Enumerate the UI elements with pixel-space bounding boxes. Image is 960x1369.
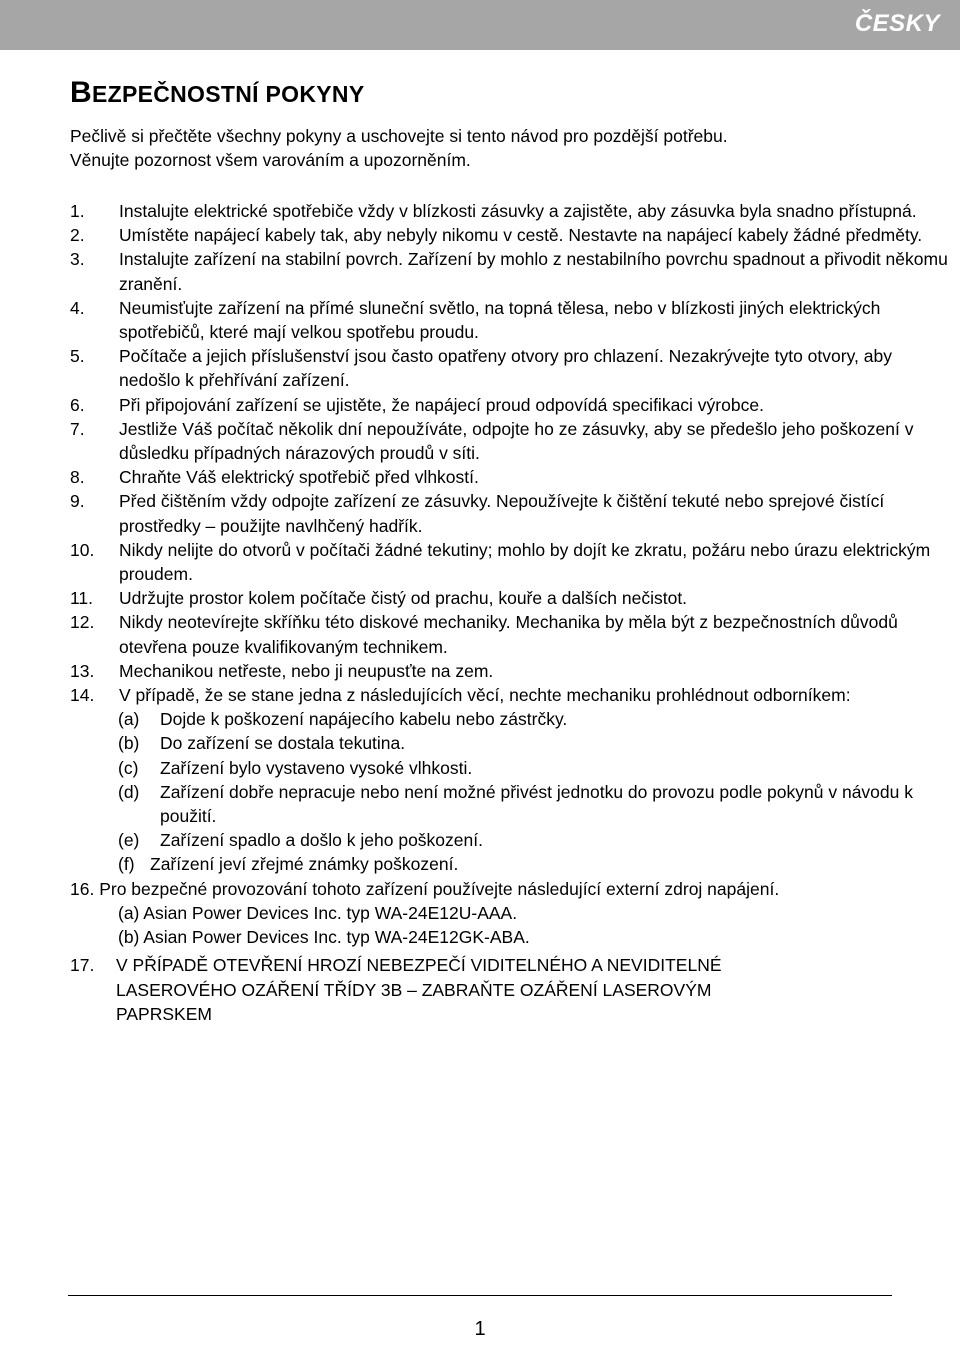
item-number: 17. <box>70 955 95 976</box>
sub-item <box>70 707 950 731</box>
sub-item-text: Zařízení bylo vystaveno vysoké vlhkosti. <box>160 757 473 778</box>
sub-item-text: Do zařízení se dostala tekutina. <box>160 733 406 754</box>
item-number: 6. <box>70 394 85 415</box>
list-item <box>70 247 950 295</box>
footer-divider <box>68 1295 892 1296</box>
item-number: 11. <box>70 588 94 609</box>
list-item <box>70 538 950 586</box>
page-title-initial: B <box>70 76 92 109</box>
power-adapter-b: (b) Asian Power Devices Inc. typ WA-24E12GK-ABA. <box>118 927 530 948</box>
list-item <box>70 465 950 489</box>
item-text: Neumisťujte zařízení na přímé sluneční světlo, na topná tělesa, nebo v blízkosti jiných elektrických spotřebičů, které mají velkou spotřebu proudu. <box>119 297 881 343</box>
item-number: 2. <box>70 225 85 246</box>
sub-item <box>70 828 950 852</box>
list-item <box>70 344 950 392</box>
sub-item <box>70 731 950 755</box>
item-text: Mechanikou netřeste, nebo ji neupusťte na zem. <box>119 660 494 681</box>
sub-item-number: (e) <box>118 830 140 851</box>
sub-item-number: (a) <box>118 709 140 730</box>
sub-item <box>70 852 950 876</box>
sub-item <box>70 780 950 828</box>
item-number: 13. <box>70 660 95 681</box>
intro-line: Věnujte pozornost všem varováním a upozorněním. <box>70 150 471 170</box>
list-item <box>70 393 950 417</box>
list-item-17 <box>70 953 950 1026</box>
intro-line: Pečlivě si přečtěte všechny pokyny a uschovejte si tento návod pro pozdější potřebu. <box>70 126 728 146</box>
sub-item-text: Zařízení jeví zřejmé známky poškození. <box>150 854 459 875</box>
item-number: 14. <box>70 685 95 706</box>
power-adapter-a: (a) Asian Power Devices Inc. typ WA-24E12U-AAA. <box>118 902 518 923</box>
sub-item-text: Zařízení dobře nepracuje nebo není možné přivést jednotku do provozu podle pokynů v návodu k použití. <box>160 781 913 827</box>
list-item <box>70 586 950 610</box>
item-number: 7. <box>70 418 85 439</box>
item-text: Instalujte elektrické spotřebiče vždy v blízkosti zásuvky a zajistěte, aby zásuvka byla snadno přístupná. <box>119 201 917 221</box>
item-number: 4. <box>70 297 85 318</box>
item-number: 8. <box>70 467 85 488</box>
list-item-16: 16. Pro bezpečné provozování tohoto zařízení používejte následující externí zdroj napájení. <box>70 878 780 899</box>
item-text: Nikdy neotevírejte skříňku této diskové mechaniky. Mechanika by měla být z bezpečnostních důvodů otevřena pouze kvalifikovaným technikem. <box>119 612 898 657</box>
item-number: 12. <box>70 612 95 633</box>
language-label: ČESKY <box>854 10 940 37</box>
list-item <box>70 417 950 465</box>
item-text: Při připojování zařízení se ujistěte, že napájecí proud odpovídá specifikaci výrobce. <box>119 394 764 415</box>
page-title-rest: EZPEČNOSTNÍ POKYNY <box>91 81 365 107</box>
item-text: Chraňte Váš elektrický spotřebič před vlhkostí. <box>119 467 479 488</box>
item-text: Udržujte prostor kolem počítače čistý od prachu, kouře a dalších nečistot. <box>119 588 688 609</box>
list-item <box>70 296 950 344</box>
item-text: Před čištěním vždy odpojte zařízení ze zásuvky. Nepoužívejte k čištění tekuté nebo sprejové čistící prostředky – použijte navlhčený hadřík. <box>119 491 885 536</box>
safety-instructions-list <box>70 199 950 1026</box>
list-item <box>70 659 950 683</box>
list-item <box>70 489 950 537</box>
page-number: 1 <box>474 1318 486 1340</box>
laser-warning-text: V PŘÍPADĚ OTEVŘENÍ HROZÍ NEBEZPEČÍ VIDITELNÉHO A NEVIDITELNÉ LASEROVÉHO OZÁŘENÍ TŘÍDY 3B – ZABRAŇTE OZÁŘENÍ LASEROVÝM PAPRSKEM <box>116 955 722 1024</box>
sub-item-number: (f) <box>118 854 135 875</box>
item-number: 10. <box>70 539 95 560</box>
item-number: 1. <box>70 201 85 221</box>
sub-item-number: (b) <box>118 733 140 754</box>
header-bar <box>0 0 960 50</box>
sub-item <box>70 756 950 780</box>
intro-paragraph <box>70 124 920 172</box>
item-number: 9. <box>70 491 85 512</box>
item-text: Umístěte napájecí kabely tak, aby nebyly nikomu v cestě. Nestavte na napájecí kabely žádné předměty. <box>119 225 923 246</box>
item-text: Jestliže Váš počítač několik dní nepoužíváte, odpojte ho ze zásuvky, aby se předešlo jeho poškození v důsledku případných nárazových proudů v síti. <box>119 418 914 464</box>
item-number: 3. <box>70 249 85 270</box>
page-title <box>70 76 364 110</box>
item-text: V případě, že se stane jedna z následujících věcí, nechte mechaniku prohlédnout odborníkem: <box>119 685 851 706</box>
item-text: Počítače a jejich příslušenství jsou často opatřeny otvory pro chlazení. Nezakrývejte tyto otvory, aby nedošlo k přehřívání zařízení. <box>119 346 892 391</box>
item-number: 5. <box>70 346 85 367</box>
item-text: Instalujte zařízení na stabilní povrch. Zařízení by mohlo z nestabilního povrchu spadnout a přivodit někomu zranění. <box>119 249 948 294</box>
list-item <box>70 683 950 707</box>
sub-item-number: (c) <box>118 757 139 778</box>
sub-item-text: Zařízení spadlo a došlo k jeho poškození. <box>160 830 483 851</box>
item-text: Nikdy nelijte do otvorů v počítači žádné tekutiny; mohlo by dojít ke zkratu, požáru nebo úrazu elektrickým proudem. <box>119 539 931 585</box>
sub-item-number: (d) <box>118 781 140 802</box>
list-item <box>70 610 950 658</box>
sub-item-text: Dojde k poškození napájecího kabelu nebo zástrčky. <box>160 709 568 730</box>
list-item <box>70 199 950 223</box>
list-item <box>70 223 950 247</box>
